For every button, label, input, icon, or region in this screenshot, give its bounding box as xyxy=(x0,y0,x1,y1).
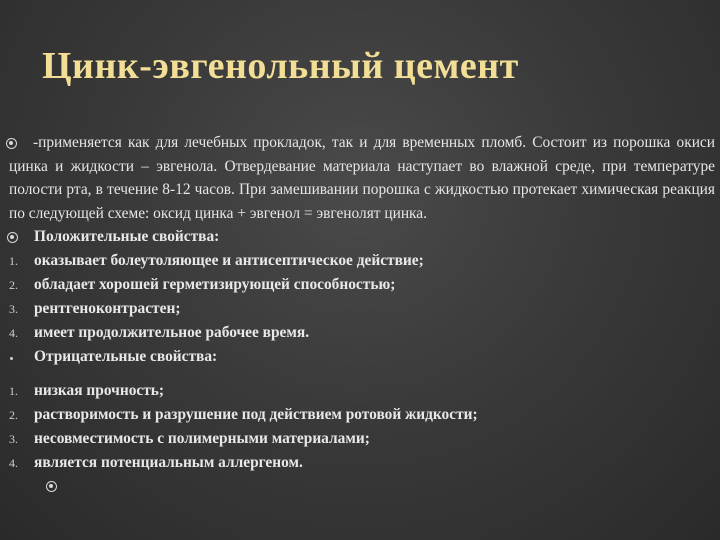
list-item-text: является потенциальным аллергеном. xyxy=(34,454,303,472)
slide-body xyxy=(9,131,715,499)
list-item xyxy=(9,249,715,273)
list-number: 3. xyxy=(9,432,18,447)
list-number: 1. xyxy=(9,384,18,399)
list-number: 3. xyxy=(9,302,18,317)
list-number: 2. xyxy=(9,278,18,293)
small-dot-icon xyxy=(10,357,13,360)
list-number: 4. xyxy=(9,456,18,471)
circle-bullet-icon xyxy=(6,138,17,149)
list-number: 1. xyxy=(9,254,18,269)
slide-title: Цинк-эвгенольный цемент xyxy=(42,45,519,87)
list-item xyxy=(9,451,715,475)
list-item-text: оказывает болеутоляющее и антисептическое действие; xyxy=(34,252,424,270)
intro-text: -применяется как для лечебных прокладок, так и для временных пломб. Состоит из порошка окиси цинка и жидкости – эвгенола. Отвердевание материала наступает во влажной среде, при температуре полости рта, в течение 8-12 часов. При замешивании порошка с жидкостью протекает химическая реакция по следующей схеме: оксид цинка + эвгенол = эвгенолят цинка. xyxy=(9,134,715,222)
list-item-text: несовместимость с полимерными материалами; xyxy=(34,430,370,448)
list-number: 4. xyxy=(9,326,18,341)
list-item xyxy=(9,427,715,451)
list-number: 2. xyxy=(9,408,18,423)
list-item-text: растворимость и разрушение под действием ротовой жидкости; xyxy=(34,406,478,424)
intro-paragraph xyxy=(9,131,715,225)
list-item-text: обладает хорошей герметизирующей способностью; xyxy=(34,276,396,294)
list-item-text: низкая прочность; xyxy=(34,382,165,400)
positive-heading-row xyxy=(9,225,715,249)
negative-heading-row xyxy=(9,345,715,369)
list-item xyxy=(9,379,715,403)
negative-heading: Отрицательные свойства: xyxy=(34,348,218,366)
circle-bullet-icon xyxy=(46,481,57,492)
list-item xyxy=(9,297,715,321)
list-item-text: имеет продолжительное рабочее время. xyxy=(34,324,310,342)
circle-bullet-icon xyxy=(7,232,18,243)
list-item-text: рентгеноконтрастен; xyxy=(34,300,181,318)
list-item xyxy=(9,321,715,345)
positive-heading: Положительные свойства: xyxy=(34,228,220,246)
list-item xyxy=(9,273,715,297)
empty-bullet-row xyxy=(9,475,715,499)
list-item xyxy=(9,403,715,427)
